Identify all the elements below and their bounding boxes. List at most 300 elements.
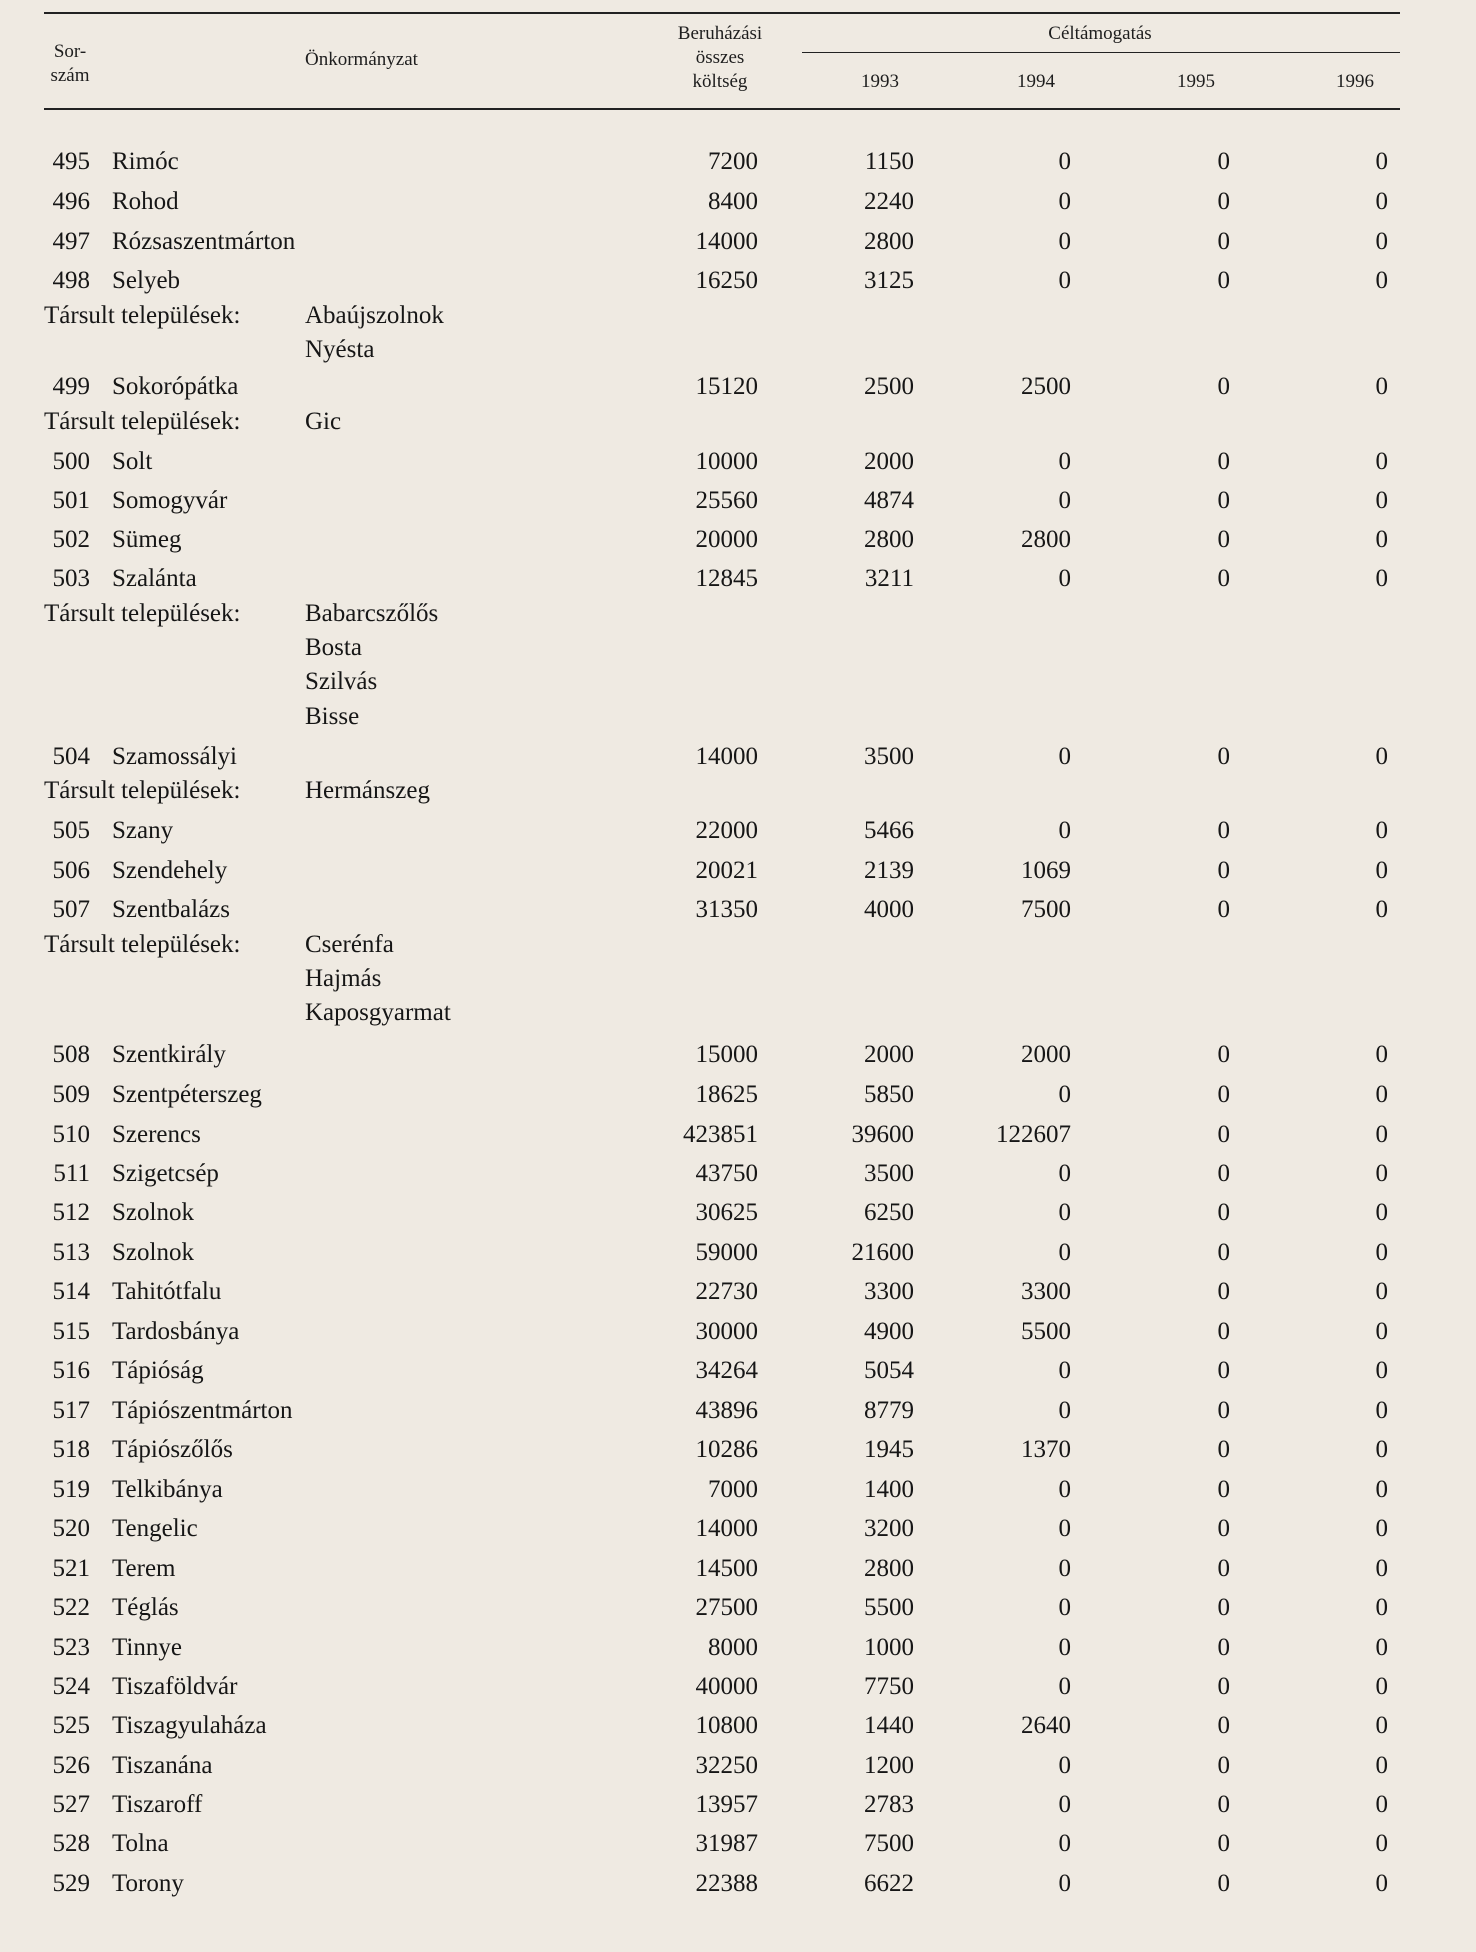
total-cost: 27500 — [695, 1594, 758, 1621]
row-number: 511 — [53, 1160, 90, 1187]
table-row — [0, 1119, 1476, 1151]
table-row — [0, 1237, 1476, 1269]
grant-1993: 2500 — [864, 373, 914, 400]
grant-1995: 0 — [1217, 1278, 1230, 1305]
total-cost: 13957 — [695, 1791, 758, 1818]
grant-1996: 0 — [1375, 1752, 1388, 1779]
grant-1993: 4900 — [864, 1318, 914, 1345]
municipality-name: Rózsaszentmárton — [112, 228, 296, 255]
grant-1995: 0 — [1217, 1160, 1230, 1187]
table-row — [0, 1276, 1476, 1308]
header-beruhazasi — [640, 22, 800, 94]
municipality-name: Tahitótfalu — [112, 1278, 222, 1305]
grant-1995: 0 — [1217, 565, 1230, 592]
total-cost: 20000 — [695, 526, 758, 553]
grant-1995: 0 — [1217, 1239, 1230, 1266]
header-sorszam-line2: szám — [50, 65, 90, 86]
municipality-name: Tardosbánya — [112, 1318, 240, 1345]
row-number: 520 — [52, 1515, 90, 1542]
grant-1994: 122607 — [996, 1121, 1071, 1148]
municipality-name: Szalánta — [112, 565, 197, 592]
row-number: 500 — [52, 448, 90, 475]
associated-settlement-name: Bosta — [305, 634, 362, 661]
municipality-name: Tolna — [112, 1830, 169, 1857]
grant-1995: 0 — [1217, 896, 1230, 923]
total-cost: 25560 — [695, 487, 758, 514]
total-cost: 18625 — [695, 1081, 758, 1108]
row-number: 515 — [52, 1318, 90, 1345]
grant-1996: 0 — [1375, 896, 1388, 923]
grant-1994: 0 — [1058, 267, 1071, 294]
grant-1995: 0 — [1217, 1199, 1230, 1226]
grant-1995: 0 — [1217, 148, 1230, 175]
grant-1993: 4000 — [864, 896, 914, 923]
table-row — [0, 855, 1476, 887]
total-cost: 22730 — [695, 1278, 758, 1305]
grant-1993: 1200 — [864, 1752, 914, 1779]
total-cost: 10286 — [695, 1436, 758, 1463]
total-cost: 30000 — [695, 1318, 758, 1345]
grant-1994: 0 — [1058, 1160, 1071, 1187]
grant-1994: 2800 — [1021, 526, 1071, 553]
row-number: 506 — [52, 857, 90, 884]
header-onkormanyzat: Önkormányzat — [305, 49, 418, 70]
table-row — [0, 146, 1476, 178]
grant-1995: 0 — [1217, 228, 1230, 255]
total-cost: 14500 — [695, 1555, 758, 1582]
total-cost: 14000 — [695, 1515, 758, 1542]
grant-1995: 0 — [1217, 817, 1230, 844]
total-cost: 59000 — [695, 1239, 758, 1266]
table-row — [0, 1197, 1476, 1229]
table-row — [0, 894, 1476, 926]
grant-1996: 0 — [1375, 1397, 1388, 1424]
associated-settlement-name: Abaújszolnok — [305, 302, 444, 329]
row-number: 527 — [52, 1791, 90, 1818]
header-year-1996: 1996 — [1336, 71, 1374, 92]
municipality-name: Sokorópátka — [112, 373, 239, 400]
row-number: 522 — [52, 1594, 90, 1621]
table-row — [0, 371, 1476, 403]
table-row — [0, 1553, 1476, 1585]
row-number: 507 — [52, 896, 90, 923]
row-number: 518 — [52, 1436, 90, 1463]
table-row — [0, 741, 1476, 773]
table-row — [0, 1079, 1476, 1111]
row-number: 498 — [52, 267, 90, 294]
total-cost: 10000 — [695, 448, 758, 475]
grant-1995: 0 — [1217, 857, 1230, 884]
grant-1996: 0 — [1375, 1634, 1388, 1661]
associated-settlement-row — [0, 701, 1476, 733]
associated-settlement-name: Szilvás — [305, 668, 378, 695]
grant-1995: 0 — [1217, 1830, 1230, 1857]
municipality-name: Tápiószentmárton — [112, 1397, 293, 1424]
associated-settlement-row — [0, 598, 1476, 630]
grant-1996: 0 — [1375, 448, 1388, 475]
grant-1996: 0 — [1375, 1041, 1388, 1068]
municipality-name: Rohod — [112, 188, 179, 215]
grant-1993: 8779 — [864, 1397, 914, 1424]
grant-1994: 0 — [1058, 1752, 1071, 1779]
grant-1996: 0 — [1375, 1160, 1388, 1187]
row-number: 528 — [52, 1830, 90, 1857]
municipality-name: Sümeg — [112, 526, 182, 553]
row-number: 497 — [52, 228, 90, 255]
table-row — [0, 563, 1476, 595]
total-cost: 12845 — [695, 565, 758, 592]
grant-1993: 6622 — [864, 1870, 914, 1897]
associated-settlement-row — [0, 666, 1476, 698]
grant-1994: 1069 — [1021, 857, 1071, 884]
grant-1994: 0 — [1058, 1555, 1071, 1582]
associated-settlement-row — [0, 929, 1476, 961]
municipality-name: Szentkirály — [112, 1041, 226, 1068]
grant-1996: 0 — [1375, 148, 1388, 175]
grant-1996: 0 — [1375, 228, 1388, 255]
grant-1994: 0 — [1058, 1673, 1071, 1700]
grant-1993: 39600 — [851, 1121, 914, 1148]
table-row — [0, 1434, 1476, 1466]
grant-1993: 3211 — [864, 565, 914, 592]
table-row — [0, 1828, 1476, 1860]
table-row — [0, 446, 1476, 478]
grant-1994: 0 — [1058, 1081, 1071, 1108]
total-cost: 15120 — [695, 373, 758, 400]
row-number: 509 — [52, 1081, 90, 1108]
grant-1996: 0 — [1375, 1199, 1388, 1226]
total-cost: 31350 — [695, 896, 758, 923]
municipality-name: Tápióság — [112, 1357, 204, 1384]
grant-1993: 2800 — [864, 1555, 914, 1582]
associated-settlements-label: Társult települések: — [44, 302, 241, 329]
grant-1993: 5054 — [864, 1357, 914, 1384]
table-row — [0, 1039, 1476, 1071]
grant-1994: 0 — [1058, 817, 1071, 844]
table-row — [0, 1632, 1476, 1664]
grant-1995: 0 — [1217, 1673, 1230, 1700]
grant-1995: 0 — [1217, 1121, 1230, 1148]
table-row — [0, 1316, 1476, 1348]
municipality-name: Szentbalázs — [112, 896, 231, 923]
municipality-name: Szentpéterszeg — [112, 1081, 262, 1108]
municipality-name: Tengelic — [112, 1515, 198, 1542]
associated-settlement-row — [0, 406, 1476, 438]
total-cost: 15000 — [695, 1041, 758, 1068]
associated-settlements-label: Társult települések: — [44, 408, 241, 435]
header-bottom-rule — [44, 108, 1400, 110]
grant-1996: 0 — [1375, 1712, 1388, 1739]
municipality-name: Solt — [112, 448, 153, 475]
grant-1994: 2640 — [1021, 1712, 1071, 1739]
row-number: 525 — [52, 1712, 90, 1739]
grant-1996: 0 — [1375, 1121, 1388, 1148]
grant-1994: 0 — [1058, 448, 1071, 475]
grant-1993: 2000 — [864, 1041, 914, 1068]
grant-1993: 3500 — [864, 1160, 914, 1187]
grant-1996: 0 — [1375, 857, 1388, 884]
grant-1994: 0 — [1058, 1830, 1071, 1857]
grant-1996: 0 — [1375, 1555, 1388, 1582]
row-number: 512 — [52, 1199, 90, 1226]
grant-1996: 0 — [1375, 1278, 1388, 1305]
grant-1995: 0 — [1217, 1397, 1230, 1424]
grant-1993: 5500 — [864, 1594, 914, 1621]
grant-1994: 0 — [1058, 743, 1071, 770]
total-cost: 8000 — [708, 1634, 758, 1661]
grant-1993: 5466 — [864, 817, 914, 844]
grant-1995: 0 — [1217, 1555, 1230, 1582]
row-number: 499 — [52, 373, 90, 400]
header-sorszam-line1: Sor- — [53, 41, 87, 62]
grant-1994: 0 — [1058, 1791, 1071, 1818]
grant-1994: 1370 — [1021, 1436, 1071, 1463]
row-number: 495 — [52, 148, 90, 175]
total-cost: 7000 — [708, 1476, 758, 1503]
grant-1993: 1400 — [864, 1476, 914, 1503]
row-number: 503 — [52, 565, 90, 592]
grant-1993: 2240 — [864, 188, 914, 215]
associated-settlement-row — [0, 300, 1476, 332]
grant-1994: 0 — [1058, 188, 1071, 215]
grant-1994: 0 — [1058, 565, 1071, 592]
associated-settlement-name: Kaposgyarmat — [305, 999, 451, 1026]
associated-settlement-name: Nyésta — [305, 336, 375, 363]
total-cost: 14000 — [695, 228, 758, 255]
table-row — [0, 1158, 1476, 1190]
grant-1994: 0 — [1058, 1357, 1071, 1384]
municipality-name: Tinnye — [112, 1634, 182, 1661]
associated-settlement-row — [0, 334, 1476, 366]
municipality-name: Rimóc — [112, 148, 179, 175]
header-celtamogatas: Céltámogatás — [1048, 23, 1152, 44]
grant-1996: 0 — [1375, 1357, 1388, 1384]
grant-1995: 0 — [1217, 1515, 1230, 1542]
grant-1996: 0 — [1375, 743, 1388, 770]
grant-1996: 0 — [1375, 1594, 1388, 1621]
total-cost: 20021 — [695, 857, 758, 884]
total-cost: 22388 — [695, 1870, 758, 1897]
grant-1995: 0 — [1217, 373, 1230, 400]
grant-1995: 0 — [1217, 1436, 1230, 1463]
grant-1996: 0 — [1375, 1476, 1388, 1503]
grant-1996: 0 — [1375, 188, 1388, 215]
grant-1995: 0 — [1217, 448, 1230, 475]
grant-1995: 0 — [1217, 1041, 1230, 1068]
row-number: 521 — [52, 1555, 90, 1582]
grant-1994: 5500 — [1021, 1318, 1071, 1345]
grant-1994: 0 — [1058, 1870, 1071, 1897]
municipality-name: Szigetcsép — [112, 1160, 219, 1187]
total-cost: 22000 — [695, 817, 758, 844]
grant-1993: 2000 — [864, 448, 914, 475]
associated-settlements-label: Társult települések: — [44, 600, 241, 627]
grant-1996: 0 — [1375, 1081, 1388, 1108]
grant-1993: 7500 — [864, 1830, 914, 1857]
grant-1994: 0 — [1058, 487, 1071, 514]
grant-1994: 0 — [1058, 228, 1071, 255]
total-cost: 31987 — [695, 1830, 758, 1857]
associated-settlement-row — [0, 775, 1476, 807]
row-number: 505 — [52, 817, 90, 844]
table-row — [0, 1395, 1476, 1427]
grant-1994: 0 — [1058, 1515, 1071, 1542]
grant-1995: 0 — [1217, 1318, 1230, 1345]
municipality-name: Szendehely — [112, 857, 228, 884]
header-top-rule — [44, 12, 1400, 14]
total-cost: 43750 — [695, 1160, 758, 1187]
associated-settlement-name: Gic — [305, 408, 342, 435]
municipality-name: Szany — [112, 817, 174, 844]
grant-1996: 0 — [1375, 565, 1388, 592]
municipality-name: Tiszagyulaháza — [112, 1712, 267, 1739]
grant-1993: 2800 — [864, 526, 914, 553]
table-row — [0, 1671, 1476, 1703]
table-row — [0, 524, 1476, 556]
municipality-name: Tiszaföldvár — [112, 1673, 238, 1700]
grant-1993: 21600 — [851, 1239, 914, 1266]
row-number: 501 — [52, 487, 90, 514]
grant-1996: 0 — [1375, 487, 1388, 514]
grant-1994: 0 — [1058, 1634, 1071, 1661]
grant-1995: 0 — [1217, 526, 1230, 553]
grant-1995: 0 — [1217, 188, 1230, 215]
header-sorszam — [40, 40, 100, 88]
municipality-name: Tiszanána — [112, 1752, 213, 1779]
row-number: 496 — [52, 188, 90, 215]
associated-settlements-label: Társult települések: — [44, 777, 241, 804]
grant-1996: 0 — [1375, 373, 1388, 400]
municipality-name: Téglás — [112, 1594, 179, 1621]
grant-1995: 0 — [1217, 487, 1230, 514]
municipality-name: Torony — [112, 1870, 184, 1897]
total-cost: 8400 — [708, 188, 758, 215]
grant-1994: 2500 — [1021, 373, 1071, 400]
row-number: 514 — [52, 1278, 90, 1305]
total-cost: 14000 — [695, 743, 758, 770]
header-beruhazasi-line2: összes — [695, 47, 745, 68]
municipality-name: Szamossályi — [112, 743, 237, 770]
table-row — [0, 1355, 1476, 1387]
total-cost: 30625 — [695, 1199, 758, 1226]
grant-1993: 6250 — [864, 1199, 914, 1226]
row-number: 523 — [52, 1634, 90, 1661]
grant-1995: 0 — [1217, 1712, 1230, 1739]
grant-1993: 1440 — [864, 1712, 914, 1739]
grant-1996: 0 — [1375, 1830, 1388, 1857]
grant-1994: 3300 — [1021, 1278, 1071, 1305]
grant-1995: 0 — [1217, 1791, 1230, 1818]
municipality-name: Somogyvár — [112, 487, 228, 514]
table-row — [0, 186, 1476, 218]
grant-1996: 0 — [1375, 1515, 1388, 1542]
grant-1994: 0 — [1058, 1476, 1071, 1503]
celtamogatas-rule — [802, 52, 1400, 53]
associated-settlements-label: Társult települések: — [44, 931, 241, 958]
municipality-name: Tiszaroff — [112, 1791, 203, 1818]
header-year-1995: 1995 — [1177, 71, 1215, 92]
total-cost: 423851 — [683, 1121, 758, 1148]
municipality-name: Selyeb — [112, 267, 181, 294]
grant-1993: 1945 — [864, 1436, 914, 1463]
grant-1994: 0 — [1058, 1199, 1071, 1226]
grant-1996: 0 — [1375, 1673, 1388, 1700]
grant-1996: 0 — [1375, 1239, 1388, 1266]
grant-1993: 1150 — [864, 148, 914, 175]
grant-1994: 2000 — [1021, 1041, 1071, 1068]
row-number: 510 — [52, 1121, 90, 1148]
table-row — [0, 1592, 1476, 1624]
grant-1996: 0 — [1375, 1318, 1388, 1345]
table-row — [0, 815, 1476, 847]
row-number: 508 — [52, 1041, 90, 1068]
row-number: 519 — [52, 1476, 90, 1503]
table-row — [0, 1513, 1476, 1545]
grant-1993: 3125 — [864, 267, 914, 294]
grant-1996: 0 — [1375, 526, 1388, 553]
grant-1993: 4874 — [864, 487, 914, 514]
grant-1995: 0 — [1217, 1634, 1230, 1661]
grant-1994: 0 — [1058, 1239, 1071, 1266]
associated-settlement-name: Bisse — [305, 703, 360, 730]
grant-1995: 0 — [1217, 267, 1230, 294]
municipality-name: Szolnok — [112, 1239, 194, 1266]
municipality-name: Szerencs — [112, 1121, 201, 1148]
associated-settlement-row — [0, 997, 1476, 1029]
row-number: 524 — [52, 1673, 90, 1700]
grant-1994: 7500 — [1021, 896, 1071, 923]
grant-1995: 0 — [1217, 1594, 1230, 1621]
table-row — [0, 1789, 1476, 1821]
associated-settlement-name: Hermánszeg — [305, 777, 430, 804]
associated-settlement-name: Cserénfa — [305, 931, 394, 958]
table-row — [0, 485, 1476, 517]
grant-1994: 0 — [1058, 148, 1071, 175]
grant-1993: 2139 — [864, 857, 914, 884]
row-number: 529 — [52, 1870, 90, 1897]
row-number: 526 — [52, 1752, 90, 1779]
grant-1996: 0 — [1375, 267, 1388, 294]
grant-1996: 0 — [1375, 1870, 1388, 1897]
total-cost: 7200 — [708, 148, 758, 175]
grant-1996: 0 — [1375, 1791, 1388, 1818]
grant-1993: 5850 — [864, 1081, 914, 1108]
table-row — [0, 226, 1476, 258]
row-number: 502 — [52, 526, 90, 553]
associated-settlement-row — [0, 632, 1476, 664]
header-beruhazasi-line1: Beruházási — [677, 23, 763, 44]
table-row — [0, 1710, 1476, 1742]
associated-settlement-name: Hajmás — [305, 965, 382, 992]
grant-1993: 3500 — [864, 743, 914, 770]
grant-1995: 0 — [1217, 1081, 1230, 1108]
header-year-1993: 1993 — [861, 71, 899, 92]
municipality-name: Tápiószőlős — [112, 1436, 233, 1463]
total-cost: 43896 — [695, 1397, 758, 1424]
header-year-1994: 1994 — [1017, 71, 1055, 92]
municipality-name: Terem — [112, 1555, 176, 1582]
table-row — [0, 1750, 1476, 1782]
grant-1995: 0 — [1217, 743, 1230, 770]
table-row — [0, 1868, 1476, 1900]
municipality-name: Telkibánya — [112, 1476, 223, 1503]
grant-1993: 7750 — [864, 1673, 914, 1700]
row-number: 517 — [52, 1397, 90, 1424]
total-cost: 40000 — [695, 1673, 758, 1700]
grant-1995: 0 — [1217, 1752, 1230, 1779]
total-cost: 16250 — [695, 267, 758, 294]
table-row — [0, 1474, 1476, 1506]
